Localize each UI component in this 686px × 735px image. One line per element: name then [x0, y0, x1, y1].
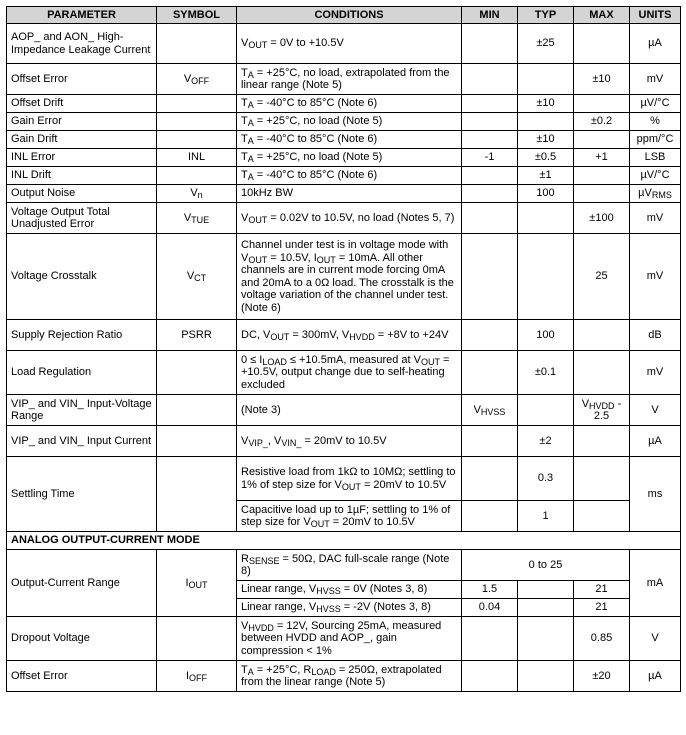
min-cell	[462, 203, 518, 234]
min-cell	[462, 234, 518, 320]
max-cell: 21	[574, 599, 630, 617]
table-row	[7, 234, 681, 320]
condition-cell: $T_A = -40^\circ C$ to 85°C (Note 6)	[237, 95, 462, 113]
param-cell: AOP_ and AON_ High-Impedance Leakage Current	[7, 24, 157, 64]
units-cell: µA	[630, 24, 681, 64]
min-cell	[462, 617, 518, 661]
max-cell	[574, 185, 630, 203]
max-cell	[574, 320, 630, 351]
units-cell: V	[630, 395, 681, 426]
table-row	[7, 550, 681, 581]
typ-cell: ±10	[518, 131, 574, 149]
header-conditions: CONDITIONS	[237, 7, 462, 24]
symbol-cell: $I_{OFF}$	[157, 661, 237, 692]
header-max: MAX	[574, 7, 630, 24]
param-cell: Output Noise	[7, 185, 157, 203]
max-cell: 0.85	[574, 617, 630, 661]
min-cell	[462, 185, 518, 203]
typ-cell: ±10	[518, 95, 574, 113]
max-cell	[574, 131, 630, 149]
min-cell	[462, 113, 518, 131]
condition-cell: $T_A = -40^\circ C$ to 85°C (Note 6)	[237, 131, 462, 149]
condition-cell: 10kHz BW	[237, 185, 462, 203]
table-row	[7, 149, 681, 167]
table-row	[7, 395, 681, 426]
max-cell: $V_{HVDD} - 2.5$	[574, 395, 630, 426]
param-cell: Offset Error	[7, 661, 157, 692]
min-cell	[462, 661, 518, 692]
symbol-cell	[157, 113, 237, 131]
units-cell: V	[630, 617, 681, 661]
typ-cell	[518, 581, 574, 599]
typ-cell: 1	[518, 501, 574, 532]
header-row	[7, 7, 681, 24]
max-cell: +1	[574, 149, 630, 167]
units-cell: mV	[630, 351, 681, 395]
units-cell: µV/°C	[630, 167, 681, 185]
min-cell	[462, 457, 518, 501]
min-cell: 1.5	[462, 581, 518, 599]
typ-cell: 100	[518, 320, 574, 351]
param-cell: Output-Current Range	[7, 550, 157, 617]
units-cell: ms	[630, 457, 681, 532]
typ-cell: ±0.5	[518, 149, 574, 167]
min-cell	[462, 64, 518, 95]
symbol-cell: $I_{OUT}$	[157, 550, 237, 617]
param-cell: INL Drift	[7, 167, 157, 185]
table-row	[7, 167, 681, 185]
max-cell	[574, 457, 630, 501]
table-row	[7, 203, 681, 234]
symbol-cell: $V_n$	[157, 185, 237, 203]
table-row	[7, 95, 681, 113]
units-cell: mV	[630, 234, 681, 320]
typ-cell	[518, 617, 574, 661]
typ-cell: 0 to 25	[462, 550, 630, 581]
symbol-cell: $V_{OFF}$	[157, 64, 237, 95]
param-cell: Load Regulation	[7, 351, 157, 395]
units-cell: LSB	[630, 149, 681, 167]
units-cell: µV$_{RMS}$	[630, 185, 681, 203]
min-cell	[462, 426, 518, 457]
condition-cell: Linear range, $V_{HVSS} = -2V$ (Notes 3, 8)	[237, 599, 462, 617]
table-row	[7, 131, 681, 149]
table-row	[7, 661, 681, 692]
table-row	[7, 24, 681, 64]
section-row	[7, 532, 681, 550]
typ-cell: ±25	[518, 24, 574, 64]
max-cell: 21	[574, 581, 630, 599]
units-cell: µV/°C	[630, 95, 681, 113]
max-cell	[574, 167, 630, 185]
typ-cell	[518, 599, 574, 617]
min-cell: -1	[462, 149, 518, 167]
units-cell: µA	[630, 426, 681, 457]
table-row	[7, 426, 681, 457]
typ-cell	[518, 203, 574, 234]
typ-cell: ±0.1	[518, 351, 574, 395]
min-cell	[462, 351, 518, 395]
min-cell	[462, 24, 518, 64]
min-cell	[462, 167, 518, 185]
table-row	[7, 617, 681, 661]
param-cell: Supply Rejection Ratio	[7, 320, 157, 351]
units-cell: mA	[630, 550, 681, 617]
spec-table	[6, 6, 681, 692]
typ-cell: ±2	[518, 426, 574, 457]
condition-cell: $V_{OUT} = 0.02V$ to 10.5V, no load (Notes 5, 7)	[237, 203, 462, 234]
symbol-cell	[157, 95, 237, 113]
param-cell: Gain Error	[7, 113, 157, 131]
condition-cell: Channel under test is in voltage mode with $V_{OUT} = 10.5V$, $I_{OUT} = 10mA$. All other channels are in current mode forcing 0mA and 20mA to a 0Ω load. The crosstalk is the voltage variation of the channel under test. (Note 6)	[237, 234, 462, 320]
min-cell	[462, 320, 518, 351]
symbol-cell	[157, 395, 237, 426]
typ-cell	[518, 234, 574, 320]
param-cell: Voltage Output Total Unadjusted Error	[7, 203, 157, 234]
param-cell: Offset Error	[7, 64, 157, 95]
min-cell	[462, 95, 518, 113]
param-cell: VIP_ and VIN_ Input Current	[7, 426, 157, 457]
units-cell: %	[630, 113, 681, 131]
symbol-cell: PSRR	[157, 320, 237, 351]
section-title: ANALOG OUTPUT-CURRENT MODE	[7, 532, 681, 550]
table-row	[7, 320, 681, 351]
param-cell: VIP_ and VIN_ Input-Voltage Range	[7, 395, 157, 426]
max-cell	[574, 501, 630, 532]
max-cell: ±20	[574, 661, 630, 692]
condition-cell: $0 \le I_{LOAD} \le +10.5mA$, measured at $V_{OUT} = +10.5V$, output change due to self-heating excluded	[237, 351, 462, 395]
symbol-cell	[157, 457, 237, 532]
symbol-cell	[157, 351, 237, 395]
max-cell: ±10	[574, 64, 630, 95]
symbol-cell	[157, 131, 237, 149]
min-cell: $V_{HVSS}$	[462, 395, 518, 426]
table-row	[7, 64, 681, 95]
units-cell: mV	[630, 64, 681, 95]
param-cell: Dropout Voltage	[7, 617, 157, 661]
header-typ: TYP	[518, 7, 574, 24]
table-row	[7, 351, 681, 395]
symbol-cell	[157, 426, 237, 457]
units-cell: µA	[630, 661, 681, 692]
condition-cell: $T_A = +25^\circ C$, $R_{LOAD} = 250\Omega$, extrapolated from the linear range (Note 5)	[237, 661, 462, 692]
condition-cell: $T_A = +25^\circ C$, no load, extrapolated from the linear range (Note 5)	[237, 64, 462, 95]
min-cell	[462, 501, 518, 532]
condition-cell: Linear range, $V_{HVSS} = 0V$ (Notes 3, 8)	[237, 581, 462, 599]
header-units: UNITS	[630, 7, 681, 24]
param-cell: INL Error	[7, 149, 157, 167]
condition-cell: (Note 3)	[237, 395, 462, 426]
units-cell: dB	[630, 320, 681, 351]
typ-cell: 100	[518, 185, 574, 203]
condition-cell: $V_{OUT} = 0V$ to +10.5V	[237, 24, 462, 64]
symbol-cell: INL	[157, 149, 237, 167]
symbol-cell	[157, 24, 237, 64]
min-cell: 0.04	[462, 599, 518, 617]
max-cell	[574, 24, 630, 64]
typ-cell	[518, 661, 574, 692]
condition-cell: DC, $V_{OUT} = 300mV$, $V_{HVDD} = +8V$ to +24V	[237, 320, 462, 351]
typ-cell: ±1	[518, 167, 574, 185]
max-cell: ±100	[574, 203, 630, 234]
symbol-cell: $V_{CT}$	[157, 234, 237, 320]
header-min: MIN	[462, 7, 518, 24]
max-cell: 25	[574, 234, 630, 320]
condition-cell: $V_{VIP\_}$, $V_{VIN\_} = 20mV$ to 10.5V	[237, 426, 462, 457]
param-cell: Voltage Crosstalk	[7, 234, 157, 320]
units-cell: mV	[630, 203, 681, 234]
symbol-cell	[157, 167, 237, 185]
condition-cell: $R_{SENSE} = 50\Omega$, DAC full-scale range (Note 8)	[237, 550, 462, 581]
typ-cell	[518, 64, 574, 95]
typ-cell	[518, 113, 574, 131]
condition-cell: $T_A = +25^\circ C$, no load (Note 5)	[237, 149, 462, 167]
max-cell	[574, 351, 630, 395]
condition-cell: Resistive load from 1kΩ to 10MΩ; settling to 1% of step size for $V_{OUT} = 20mV$ to 10.5V	[237, 457, 462, 501]
max-cell: ±0.2	[574, 113, 630, 131]
condition-cell: $T_A = +25^\circ C$, no load (Note 5)	[237, 113, 462, 131]
typ-cell: 0.3	[518, 457, 574, 501]
header-parameter: PARAMETER	[7, 7, 157, 24]
units-cell: ppm/°C	[630, 131, 681, 149]
symbol-cell: $V_{TUE}$	[157, 203, 237, 234]
param-cell: Settling Time	[7, 457, 157, 532]
max-cell	[574, 426, 630, 457]
table-row	[7, 185, 681, 203]
condition-cell: $T_A = -40^\circ C$ to 85°C (Note 6)	[237, 167, 462, 185]
condition-cell: Capacitive load up to 1µF; settling to 1% of step size for $V_{OUT} = 20mV$ to 10.5V	[237, 501, 462, 532]
table-row	[7, 113, 681, 131]
max-cell	[574, 95, 630, 113]
table-row	[7, 457, 681, 501]
condition-cell: $V_{HVDD} = 12V$, Sourcing 25mA, measured between HVDD and AOP_, gain compression < 1%	[237, 617, 462, 661]
header-symbol: SYMBOL	[157, 7, 237, 24]
param-cell: Offset Drift	[7, 95, 157, 113]
param-cell: Gain Drift	[7, 131, 157, 149]
min-cell	[462, 131, 518, 149]
typ-cell	[518, 395, 574, 426]
symbol-cell	[157, 617, 237, 661]
